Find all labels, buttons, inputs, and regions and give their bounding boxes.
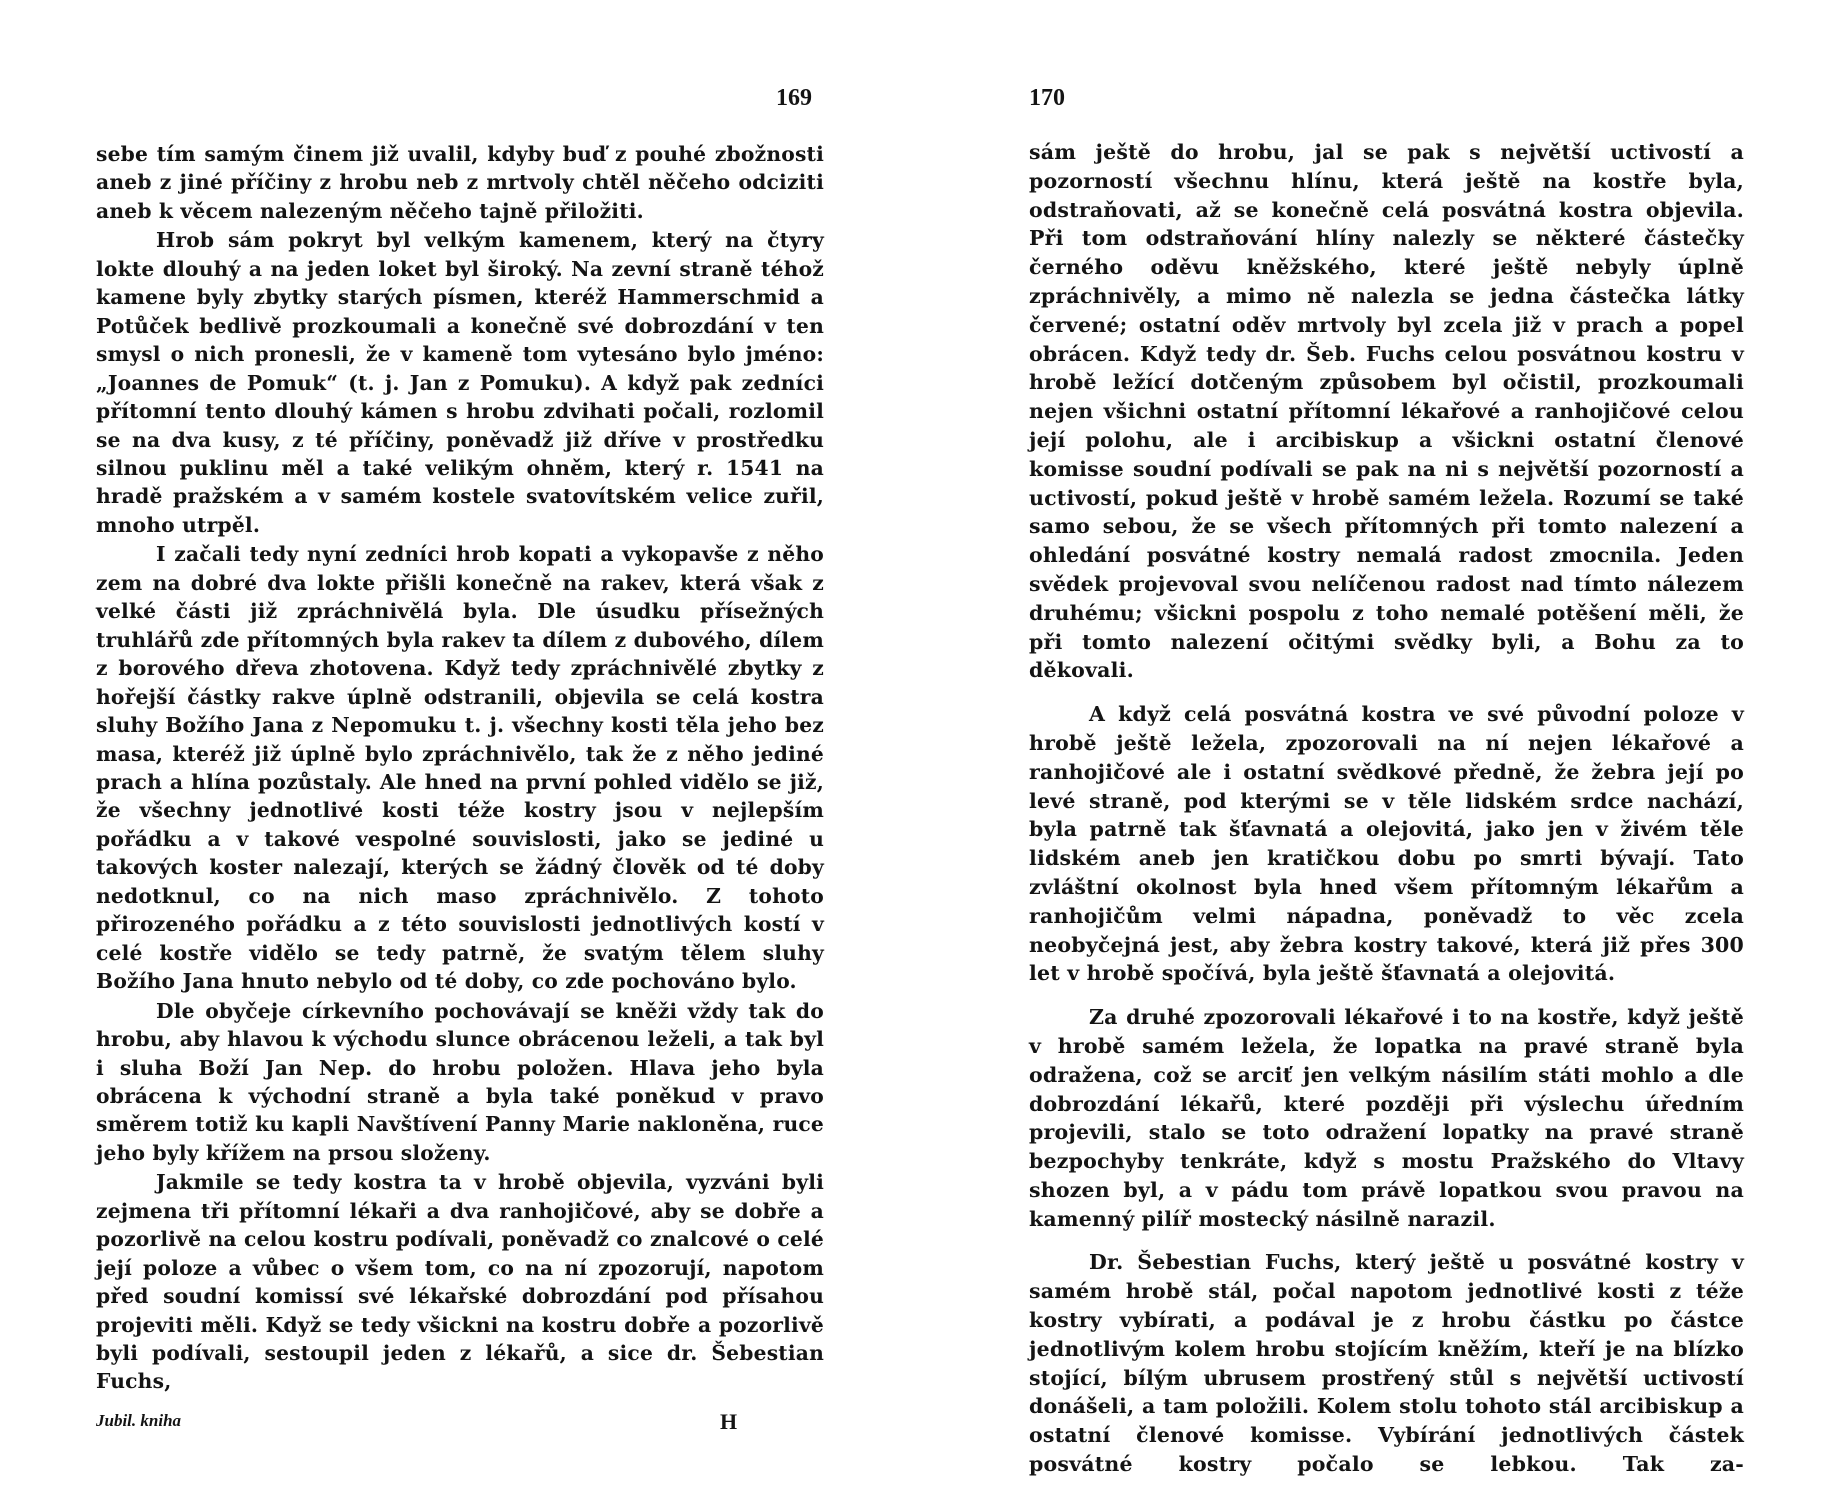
paragraph: Jakmile se tedy kostra ta v hrobě objevila, vyzváni byli zejmena tři přítomní lékaři a dva ranhojičové, aby se dobře a pozorlivě na celou kostru podívali, poněvadž co znalcové o celé její poloze a vůbec o všem tom, co na ní zpozorují, napotom před soudní komissí své lékařské dobrozdání pod přísahou projeviti měli. Když se tedy všickni na kostru dobře a pozorlivě byli podívali, sestoupil jeden z lékařů, a sice dr. Šebestian Fuchs, [96,1170,824,1394]
gathering-mark: H [720,1409,738,1434]
right-text-column [1029,138,1744,1479]
page-number-right: 170 [1029,85,1065,111]
paragraph: sebe tím samým činem již uvalil, kdyby buď z pouhé zbožnosti aneb z jiné příčiny z hrobu neb z mrtvoly chtěl něčeho odciziti aneb k věcem nalezeným něčeho tajně přiložiti. [96,142,824,223]
paragraph: Za druhé zpozorovali lékařové i to na kostře, když ještě v hrobě samém ležela, že lopatka na pravé straně byla odražena, což se arciť jen velkým násilím státi mohlo a dle dobrozdání lékařů, které později při výslechu úředním projevili, stalo se toto odražení lopatky na pravé straně bezpochyby tenkráte, když s mostu Pražského do Vltavy shozen byl, a v pádu tom právě lopatkou svou pravou na kamenný pilíř mostecký násilně narazil. [1029,1005,1744,1231]
paragraph: Dle obyčeje církevního pochovávají se kněži vždy tak do hrobu, aby hlavou k východu slunce obrácenou leželi, a tak byl i sluha Boží Jan Nep. do hrobu položen. Hlava jeho byla obrácena k východní straně a byla také poněkud v pravo směrem totiž ku kapli Navštívení Panny Marie nakloněna, ruce jeho byly křížem na prsou složeny. [96,998,824,1165]
footer-signature: Jubil. kniha [96,1411,182,1430]
left-text-column [96,140,824,1396]
paragraph: sám ještě do hrobu, jal se pak s největší uctivostí a pozorností všechnu hlínu, která ještě na kostře byla, odstraňovati, až se konečně celá posvátná kostra objevila. Při tom odstraňování hlíny nalezly se některé částečky černého oděvu kněžského, které ještě nebyly úplně zpráchnivěly, a mimo ně nalezla se jedna částečka látky červené; ostatní oděv mrtvoly byl zcela již v prach a popel obrácen. Když tedy dr. Šeb. Fuchs celou posvátnou kostru v hrobě ležící dotčeným způsobem byl očistil, prozkoumali nejen všichni ostatní přítomní lékařové a ranhojičové celou její polohu, ale i arcibiskup a všickni ostatní členové komisse soudní podívali se pak na ni s největší pozorností a uctivostí, pokud ještě v hrobě samém ležela. Rozumí se také samo sebou, že se všech přítomných při tomto nalezení a ohledání posvátné kostry nemalá radost zmocnila. Jeden svědek projevoval svou nelíčenou radost nad tímto nálezem druhému; všickni pospolu z toho nemalé potěšení měli, že při tomto nalezení očitými svědky byli, a Bohu za to děkovali. [1029,140,1744,683]
paragraph: I začali tedy nyní zedníci hrob kopati a vykopavše z něho zem na dobré dva lokte přišli konečně na rakev, která však z velké části již zpráchnivělá byla. Dle úsudku přísežných truhlářů zde přítomných byla rakev ta dílem z dubového, dílem z borového dřeva zhotovena. Když tedy zpráchnivělé zbytky z hořejší částky rakve úplně odstranili, objevila se celá kostra sluhy Božího Jana z Nepomuku t. j. všechny kosti těla jeho bez masa, kteréž již úplně bylo zpráchnivělo, tak že z něho jediné prach a hlína pozůstaly. Ale hned na první pohled vidělo se již, že všechny jednotlivé kosti téže kostry jsou v nejlepším pořádku a v takové vespolné souvislosti, jako se jediné u takových koster nalezají, kterých se žádný člověk od té doby nedotknul, co na nich maso zpráchnivělo. Z tohoto přirozeného pořádku a z této souvislosti jednotlivých kostí v celé kostře vidělo se tedy patrně, že svatým tělem sluhy Božího Jana hnuto nebylo od té doby, co zde pochováno bylo. [96,542,824,994]
paragraph: Dr. Šebestian Fuchs, který ještě u posvátné kostry v samém hrobě stál, počal napotom jednotlivé kosti z téže kostry vybírati, a podával je z hrobu částku po částce jednotlivým kolem hrobu stojícím kněžím, kteří je na blízko stojící, bílým ubrusem prostřený stůl s největší uctivostí donášeli, a tam položili. Kolem stolu tohoto stál arcibiskup a ostatní členové komisse. Vybírání jednotlivých částek posvátné kostry počalo se lebkou. Tak za- [1029,1250,1744,1477]
paragraph: Hrob sám pokryt byl velkým kamenem, který na čtyry lokte dlouhý a na jeden loket byl široký. Na zevní straně téhož kamene byly zbytky starých písmen, kteréž Hammerschmid a Potůček bedlivě prozkoumali a konečně své dobrozdání v ten smysl o nich pronesli, že v kameně tom vytesáno bylo jméno: „Joannes de Pomuk“ (t. j. Jan z Pomuku). A když pak zedníci přítomní tento dlouhý kámen s hrobu zdvihati počali, rozlomil se na dva kusy, z té příčiny, poněvadž již dříve v prostředku silnou puklinu měl a také velikým ohněm, který r. 1541 na hradě pražském a v samém kostele svatovítském velice zuřil, mnoho utrpěl. [96,228,824,537]
page-number-left: 169 [776,85,812,111]
paragraph: A když celá posvátná kostra ve své původní poloze v hrobě ještě ležela, zpozorovali na ní nejen lékařové a ranhojičové ale i ostatní svědkové předně, že žebra její po levé straně, pod kterými se v těle lidském srdce nachází, byla patrně tak šťavnatá a olejovitá, jako jen v živém těle lidském aneb jen kratičkou dobu po smrti bývají. Tato zvláštní okolnost byla hned všem přítomným lékařům a ranhojičům velmi nápadna, poněvadž to věc zcela neobyčejná jest, aby žebra kostry takové, která již přes 300 let v hrobě spočívá, byla ještě šťavnatá a olejovitá. [1029,702,1744,986]
right-page [1029,0,1744,1500]
left-page [96,0,824,1500]
